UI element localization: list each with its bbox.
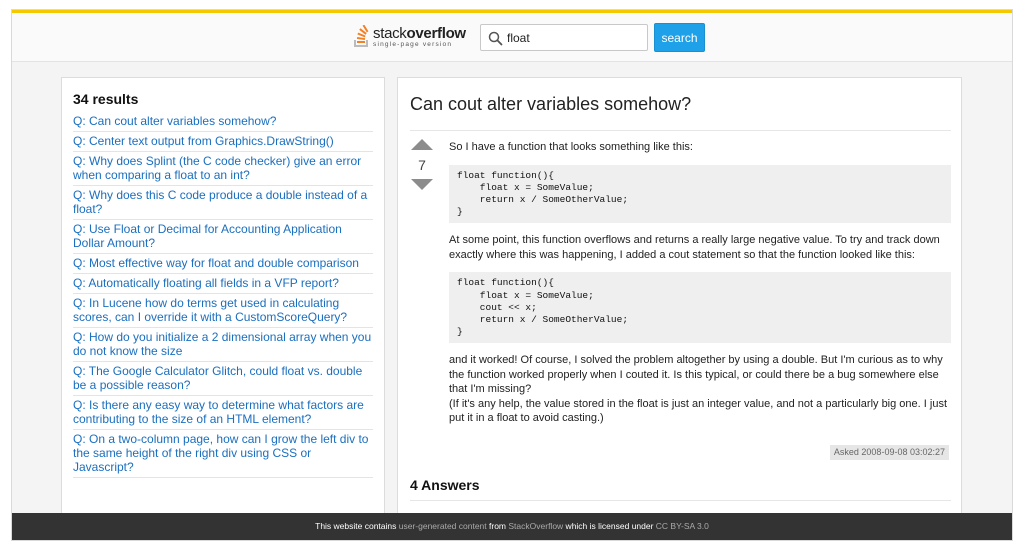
result-item[interactable]: Q: How do you initialize a 2 dimensional array when you do not know the size xyxy=(73,328,373,362)
body-paragraph: (If it's any help, the value stored in the float is just an integer value, and not a particularly big one. I just put it in a float to avoid casting.) xyxy=(449,397,947,425)
code-block: float function(){ float x = SomeValue; cout << x; return x / SomeOtherValue; } xyxy=(449,272,951,343)
logo-wordmark-bold: overflow xyxy=(406,25,466,42)
search-icon xyxy=(488,31,503,46)
title-divider xyxy=(410,130,951,131)
question-title: Can cout alter variables somehow? xyxy=(410,94,692,114)
upvote-arrow-icon[interactable] xyxy=(411,139,433,150)
question-body xyxy=(449,140,951,426)
user-content-link[interactable]: user-generated content xyxy=(398,521,487,531)
app-window xyxy=(11,9,1013,541)
header xyxy=(12,13,1012,62)
search-button[interactable]: search xyxy=(654,23,705,52)
results-list xyxy=(73,112,373,478)
answers-divider xyxy=(410,500,951,501)
result-item[interactable]: Q: Center text output from Graphics.DrawString() xyxy=(73,132,373,152)
results-panel xyxy=(61,77,385,527)
results-count: 34 results xyxy=(73,91,139,107)
result-item[interactable]: Q: In Lucene how do terms get used in calculating scores, can I override it with a CustomScoreQuery? xyxy=(73,294,373,328)
result-item[interactable]: Q: Why does Splint (the C code checker) give an error when comparing a float to an int? xyxy=(73,152,373,186)
license-link[interactable]: CC BY-SA 3.0 xyxy=(655,521,709,531)
result-item[interactable]: Q: Use Float or Decimal for Accounting Application Dollar Amount? xyxy=(73,220,373,254)
vote-widget xyxy=(410,139,434,190)
result-item[interactable]: Q: On a two-column page, how can I grow the left div to the same height of the right div using CSS or Javascript? xyxy=(73,430,373,478)
answers-heading: 4 Answers xyxy=(410,477,480,493)
body-paragraph: and it worked! Of course, I solved the problem altogether by using a double. But I'm curious as to why the function worked properly when I couted it. Is this typical, or could there be a bug somewhere else that I'm missing? xyxy=(449,354,943,396)
footer-text: which is licensed under xyxy=(563,521,656,531)
search-input[interactable] xyxy=(507,28,643,47)
search-box[interactable] xyxy=(480,24,648,51)
downvote-arrow-icon[interactable] xyxy=(411,179,433,190)
logo-wordmark-plain: stack xyxy=(373,25,407,42)
body-paragraph: At some point, this function overflows and returns a really large negative value. To try and track down exactly where this was happening, I added a cout statement so that the function looked like this: xyxy=(449,234,940,261)
result-item[interactable]: Q: Why does this C code produce a double instead of a float? xyxy=(73,186,373,220)
result-item[interactable]: Q: Can cout alter variables somehow? xyxy=(73,112,373,132)
stack-logo-icon xyxy=(353,25,371,47)
footer-text: from xyxy=(486,521,509,531)
result-item[interactable]: Q: Is there any easy way to determine what factors are contributing to the size of an HTML element? xyxy=(73,396,373,430)
question-panel xyxy=(397,77,962,527)
code-block: float function(){ float x = SomeValue; return x / SomeOtherValue; } xyxy=(449,165,951,224)
logo-tagline: single-page version xyxy=(373,41,453,48)
result-item[interactable]: Q: The Google Calculator Glitch, could float vs. double be a possible reason? xyxy=(73,362,373,396)
footer xyxy=(12,513,1012,540)
stackoverflow-link[interactable]: StackOverflow xyxy=(508,521,564,531)
vote-score: 7 xyxy=(418,157,426,173)
result-item[interactable]: Q: Most effective way for float and double comparison xyxy=(73,254,373,274)
asked-timestamp: Asked 2008-09-08 03:02:27 xyxy=(830,445,949,460)
result-item[interactable]: Q: Automatically floating all fields in a VFP report? xyxy=(73,274,373,294)
body-paragraph: So I have a function that looks something like this: xyxy=(449,141,693,153)
footer-text: This website contains xyxy=(315,521,399,531)
logo-wordmark xyxy=(373,25,466,42)
